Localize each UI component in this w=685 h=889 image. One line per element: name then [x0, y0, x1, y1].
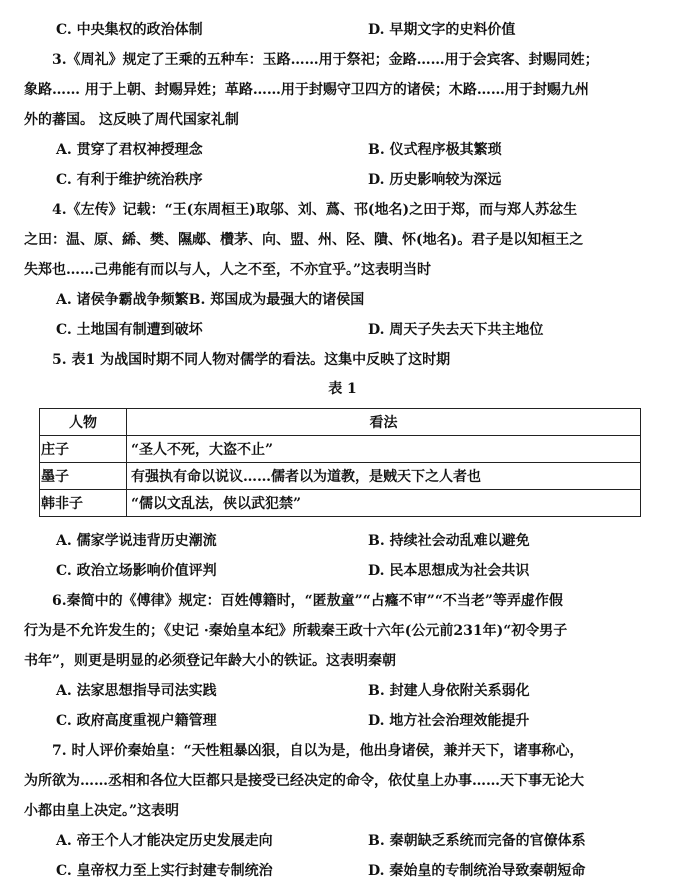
q6-stem-line-2: 行为是不允许发生的；《史记 ·秦始皇本纪》所载秦王政十六年(公元前231年)“初令男子 — [24, 623, 568, 639]
q4-stem-line-1: 4.《左传》记载：“王(东周桓王)取邬、刘、蔿、邗(地名)之田于郑，而与郑人苏忿生 — [52, 202, 578, 218]
q3-option-c: C. 有利于维护统治秩序 — [56, 172, 203, 188]
q4-stem-line-2: 之田：温、原、絺、樊、隰郕、欑茅、向、盟、州、陉、隤、怀(地名)。君子是以知桓王之 — [24, 232, 584, 248]
table-cell-person: 韩非子 — [40, 490, 127, 517]
q4-option-ab: A. 诸侯争霸战争频繁B. 郑国成为最强大的诸侯国 — [56, 292, 365, 308]
table-header-person: 人物 — [40, 409, 127, 436]
q7-option-d: D. 秦始皇的专制统治导致秦朝短命 — [368, 863, 586, 879]
q3-option-d: D. 历史影响较为深远 — [368, 172, 502, 188]
q6-option-a: A. 法家思想指导司法实践 — [56, 683, 217, 699]
q7-stem-line-3: 小都由皇上决定。”这表明 — [24, 803, 180, 819]
q3-option-b: B. 仪式程序极其繁琐 — [368, 142, 502, 158]
table-row — [40, 490, 641, 517]
q7-option-a: A. 帝王个人才能决定历史发展走向 — [56, 833, 273, 849]
table-cell-person: 墨子 — [40, 463, 127, 490]
q7-stem-line-1: 7. 时人评价秦始皇：“天性粗暴凶狠，自以为是，他出身诸侯，兼并天下，诸事称心， — [52, 743, 584, 759]
q3-option-a: A. 贯穿了君权神授理念 — [56, 142, 203, 158]
q6-option-c: C. 政府高度重视户籍管理 — [56, 713, 217, 729]
q3-stem-line-2: 象路…… 用于上朝、封赐异姓；革路……用于封赐守卫四方的诸侯；木路……用于封赐九州 — [24, 82, 589, 98]
table-header-row — [40, 409, 641, 436]
table-caption: 表 1 — [328, 381, 357, 397]
q7-option-c: C. 皇帝权力至上实行封建专制统治 — [56, 863, 273, 879]
q5-option-b: B. 持续社会动乱难以避免 — [368, 533, 530, 549]
table-cell-opinion: “圣人不死，大盗不止” — [127, 436, 641, 463]
q4-stem-line-3: 失郑也……己弗能有而以与人，人之不至，不亦宜乎。”这表明当时 — [24, 262, 432, 278]
q6-stem-line-3: 书年”，则更是明显的必须登记年龄大小的铁证。这表明秦朝 — [24, 653, 397, 669]
q6-stem-line-1: 6.秦简中的《傅律》规定：百姓傅籍时，“匿敖童”“占癃不审”“不当老”等弄虚作假 — [52, 593, 563, 609]
q4-option-d: D. 周天子失去天下共主地位 — [368, 322, 544, 338]
table-row — [40, 463, 641, 490]
q6-option-d: D. 地方社会治理效能提升 — [368, 713, 530, 729]
table-cell-person: 庄子 — [40, 436, 127, 463]
q6-option-b: B. 封建人身依附关系弱化 — [368, 683, 530, 699]
q3-stem-line-1: 3.《周礼》规定了王乘的五种车：玉路……用于祭祀；金路……用于会宾客、封赐同姓； — [52, 52, 599, 68]
q4-option-c: C. 土地国有制遭到破坏 — [56, 322, 203, 338]
q5-stem: 5. 表1 为战国时期不同人物对儒学的看法。这集中反映了这时期 — [52, 352, 451, 368]
q5-option-a: A. 儒家学说违背历史潮流 — [56, 533, 217, 549]
table-header-opinion: 看法 — [127, 409, 641, 436]
q3-stem-line-3: 外的蕃国。 这反映了周代国家礼制 — [24, 112, 239, 128]
q7-stem-line-2: 为所欲为……丞相和各位大臣都只是接受已经决定的命令，依仗皇上办事……天下事无论大 — [24, 773, 584, 789]
table-row — [40, 436, 641, 463]
q2-option-d: D. 早期文字的史料价值 — [368, 22, 516, 38]
q2-option-c: C. 中央集权的政治体制 — [56, 22, 203, 38]
q5-option-c: C. 政治立场影响价值评判 — [56, 563, 217, 579]
table-cell-opinion: “儒以文乱法，侠以武犯禁” — [127, 490, 641, 517]
opinions-table — [39, 408, 641, 517]
q7-option-b: B. 秦朝缺乏系统而完备的官僚体系 — [368, 833, 586, 849]
q5-option-d: D. 民本思想成为社会共识 — [368, 563, 530, 579]
table-cell-opinion: 有强执有命以说议……儒者以为道教，是贼天下之人者也 — [127, 463, 641, 490]
